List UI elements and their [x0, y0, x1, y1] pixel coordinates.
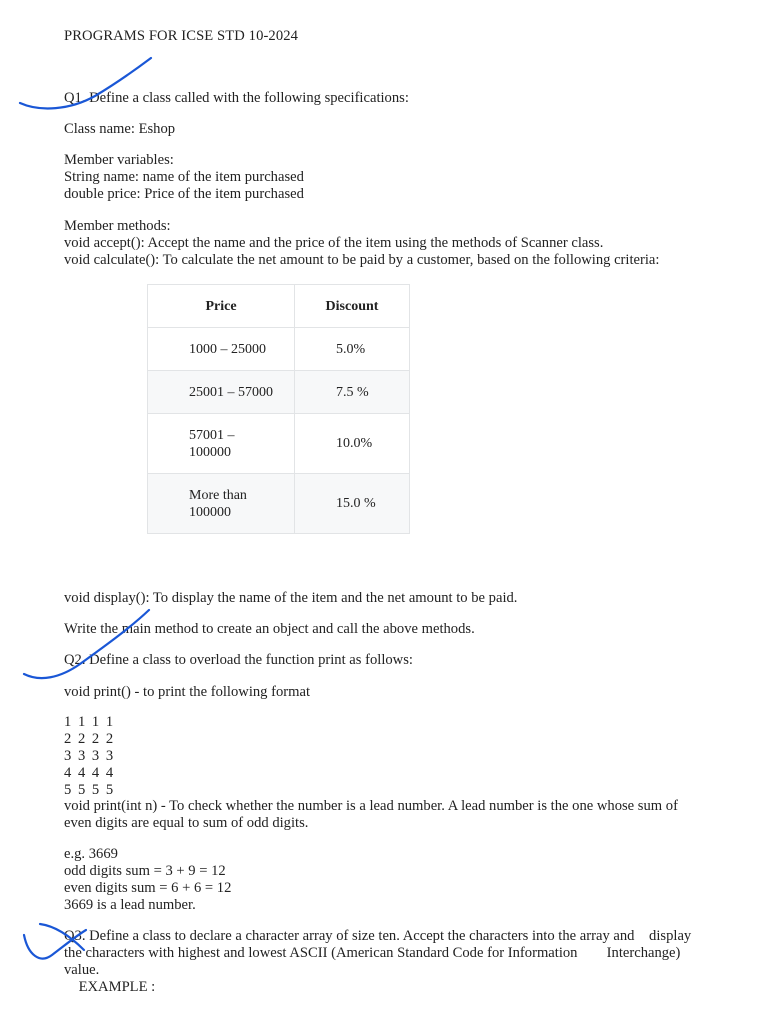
q3-example-label: EXAMPLE : [64, 979, 156, 995]
q2-heading: Q2. Define a class to overload the function print as follows: [64, 652, 413, 668]
price-cell: 1000 – 25000 [148, 328, 295, 371]
q1-heading: Q1. Define a class called with the following specifications: [64, 90, 409, 106]
discount-cell: 5.0% [295, 328, 410, 371]
discount-cell: 7.5 % [295, 371, 410, 414]
price-cell: 25001 – 57000 [148, 371, 295, 414]
table-row [148, 371, 410, 414]
q1-main-note: Write the main method to create an object and call the above methods. [64, 621, 475, 637]
price-cell: More than 100000 [148, 474, 295, 534]
number-pattern [64, 714, 113, 799]
pattern-row: 1 1 1 1 [64, 714, 114, 730]
q3-line1: Q3. Define a class to declare a character array of size ten. Accept the characters into the array and display [64, 928, 692, 944]
price-cell: 57001 – 100000 [148, 414, 295, 474]
q1-class-name: Class name: Eshop [64, 121, 176, 137]
q2-example: e.g. 3669 [64, 846, 118, 862]
discount-cell: 15.0 % [295, 474, 410, 534]
q1-method-display: void display(): To display the name of the item and the net amount to be paid. [64, 590, 518, 606]
discount-table [147, 284, 410, 534]
pattern-row: 4 4 4 4 [64, 765, 114, 781]
q3-line2: the characters with highest and lowest ASCII (American Standard Code for Information Interchange) [64, 945, 681, 961]
pattern-row: 3 3 3 3 [64, 748, 114, 764]
header-discount: Discount [295, 285, 410, 328]
q1-variable-price: double price: Price of the item purchased [64, 186, 304, 202]
header-price: Price [148, 285, 295, 328]
q2-conclusion: 3669 is a lead number. [64, 897, 196, 913]
table-row [148, 474, 410, 534]
q1-member-variables-label: Member variables: [64, 152, 174, 168]
q3-line3: value. [64, 962, 100, 978]
q2-print-n-line2: even digits are equal to sum of odd digits. [64, 815, 309, 831]
q2-odd-sum: odd digits sum = 3 + 9 = 12 [64, 863, 226, 879]
page-title: PROGRAMS FOR ICSE STD 10-2024 [64, 28, 299, 44]
q2-print-description: void print() - to print the following format [64, 684, 311, 700]
q1-variable-name: String name: name of the item purchased [64, 169, 304, 185]
q2-print-n-line1: void print(int n) - To check whether the number is a lead number. A lead number is the one whose sum of [64, 798, 678, 814]
discount-table-header-row [148, 285, 410, 328]
table-row [148, 328, 410, 371]
q1-method-accept: void accept(): Accept the name and the price of the item using the methods of Scanner class. [64, 235, 604, 251]
q1-member-methods-label: Member methods: [64, 218, 171, 234]
pattern-row: 2 2 2 2 [64, 731, 114, 747]
pattern-row: 5 5 5 5 [64, 782, 114, 798]
q2-even-sum: even digits sum = 6 + 6 = 12 [64, 880, 232, 896]
discount-cell: 10.0% [295, 414, 410, 474]
q1-method-calculate: void calculate(): To calculate the net amount to be paid by a customer, based on the following criteria: [64, 252, 660, 268]
table-row [148, 414, 410, 474]
